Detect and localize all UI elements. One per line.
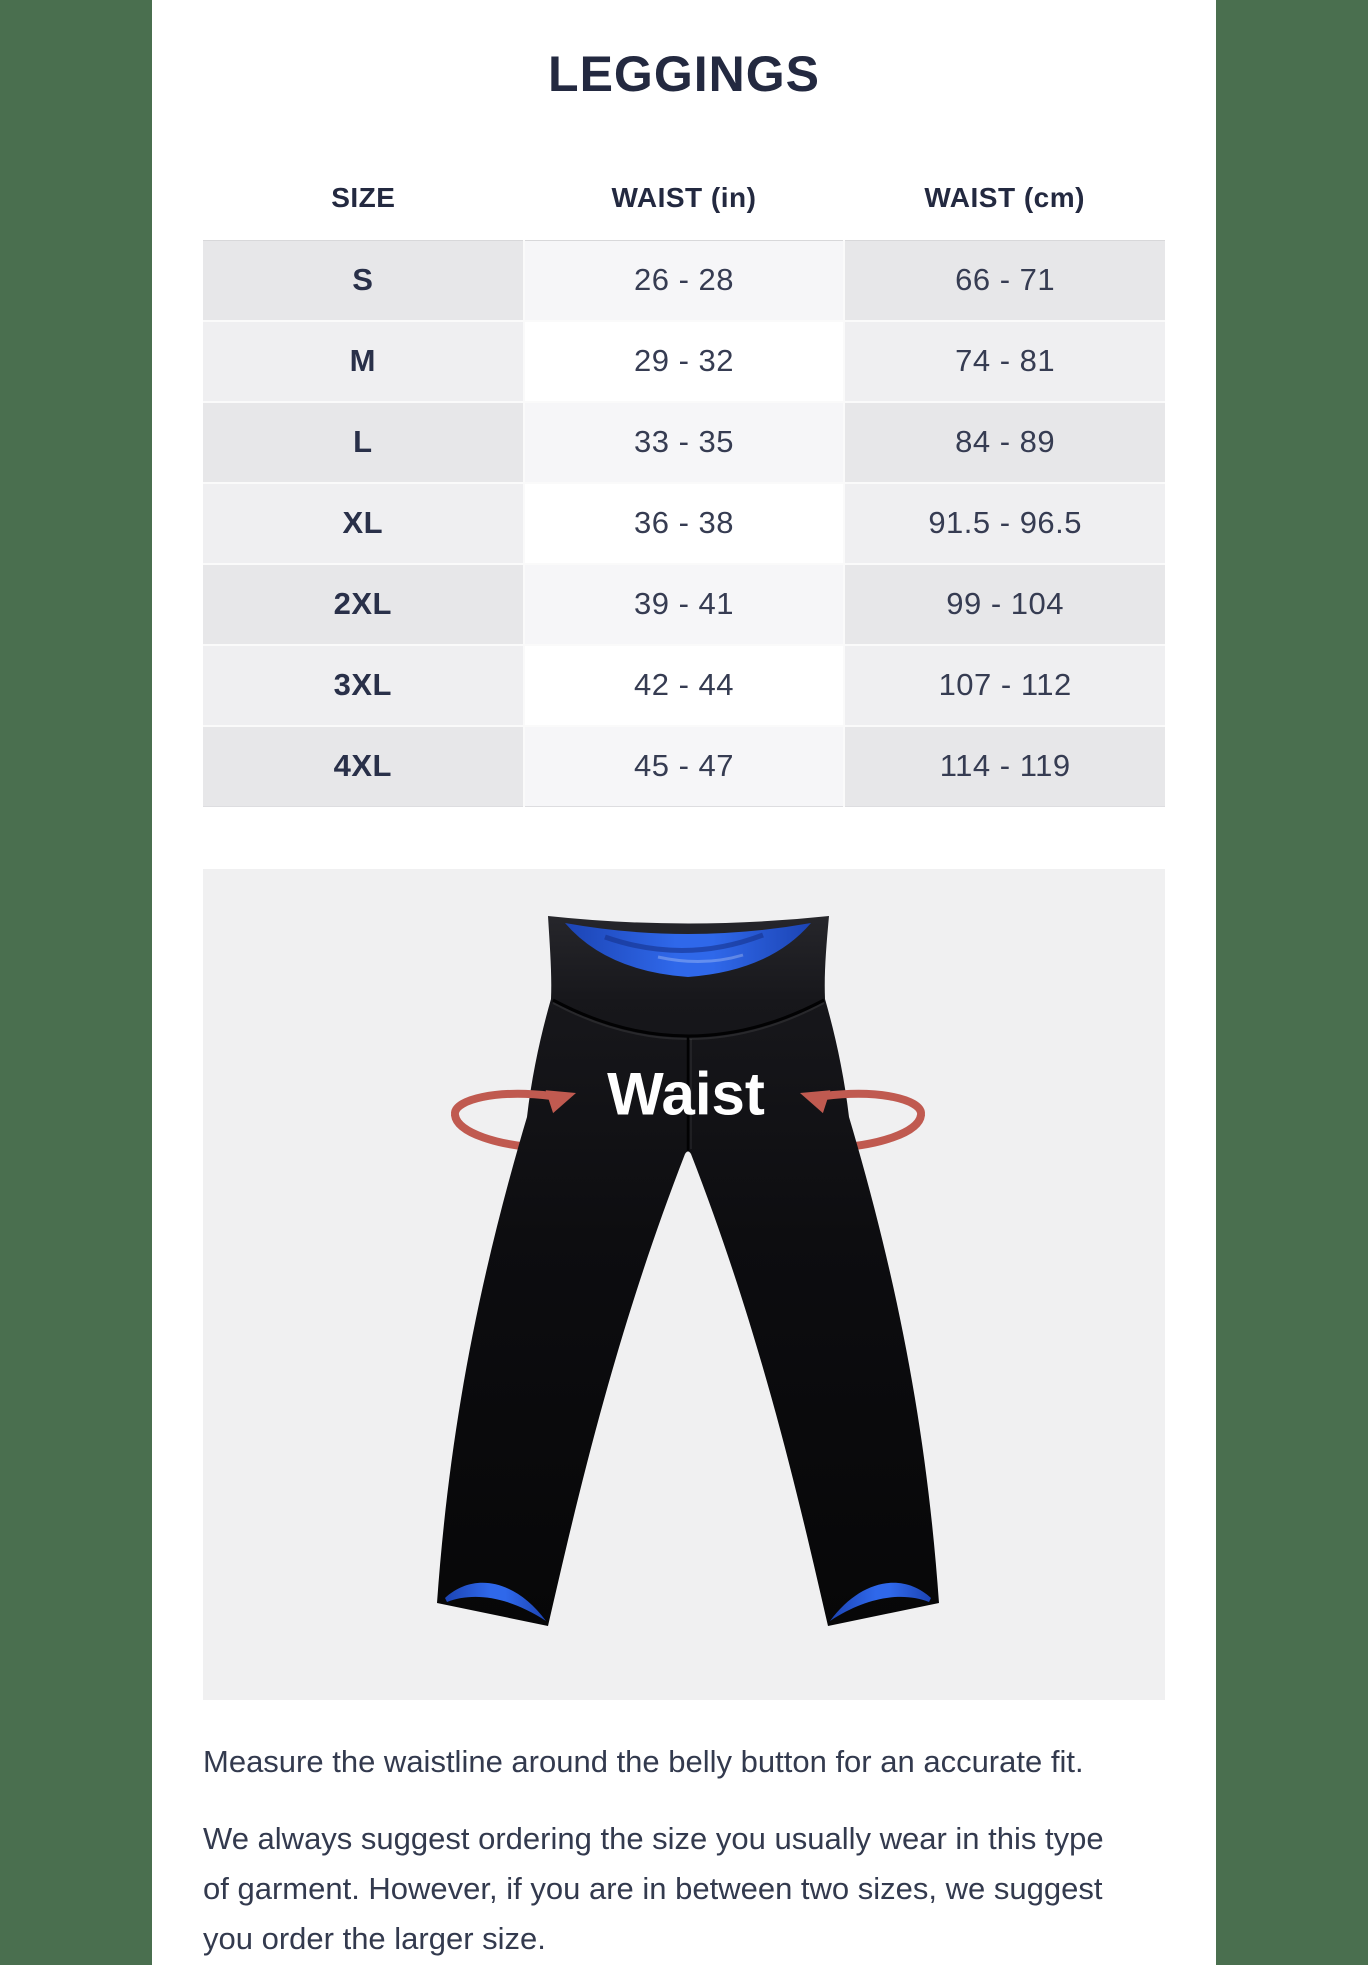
- row-size-cell: L: [203, 402, 524, 483]
- row-waist-in-cell: 29 - 32: [524, 321, 845, 402]
- row-size-cell: 3XL: [203, 645, 524, 726]
- sizing-advice-line: of garment. However, if you are in between two sizes, we suggest: [203, 1870, 1103, 1906]
- table-row: [203, 726, 1165, 807]
- column-header-waist-cm: WAIST (cm): [924, 181, 1085, 213]
- row-waist-in-cell: 45 - 47: [524, 726, 845, 807]
- size-guide-panel: [152, 0, 1216, 1965]
- sizing-advice-line: We always suggest ordering the size you usually wear in this type: [203, 1820, 1104, 1856]
- row-waist-cm-cell: 66 - 71: [844, 240, 1165, 321]
- row-size-cell: S: [203, 240, 524, 321]
- row-size-cell: 2XL: [203, 564, 524, 645]
- column-header-size: SIZE: [331, 181, 396, 213]
- waist-label: Waist: [607, 1060, 765, 1127]
- table-row: [203, 240, 1165, 321]
- page-title: LEGGINGS: [548, 46, 820, 102]
- row-size-cell: 4XL: [203, 726, 524, 807]
- size-chart-table: [203, 104, 1165, 807]
- right-green-rail: [1216, 0, 1368, 1965]
- row-waist-cm-cell: 114 - 119: [844, 726, 1165, 807]
- row-waist-in-cell: 42 - 44: [524, 645, 845, 726]
- row-waist-in-cell: 26 - 28: [524, 240, 845, 321]
- left-green-rail: [0, 0, 152, 1965]
- table-row: [203, 645, 1165, 726]
- table-row: [203, 321, 1165, 402]
- row-waist-cm-cell: 107 - 112: [844, 645, 1165, 726]
- table-row: [203, 564, 1165, 645]
- row-size-cell: M: [203, 321, 524, 402]
- leggings-figure-box: [203, 869, 1165, 1700]
- table-row: [203, 402, 1165, 483]
- leggings-body: [437, 916, 939, 1626]
- row-waist-in-cell: 36 - 38: [524, 483, 845, 564]
- measure-instruction: Measure the waistline around the belly button for an accurate fit.: [203, 1743, 1084, 1779]
- size-chart-body: [203, 240, 1165, 806]
- row-waist-cm-cell: 99 - 104: [844, 564, 1165, 645]
- leggings-illustration: [203, 869, 1165, 1700]
- column-header-waist-in: WAIST (in): [611, 181, 757, 213]
- row-waist-cm-cell: 74 - 81: [844, 321, 1165, 402]
- row-waist-in-cell: 33 - 35: [524, 402, 845, 483]
- header-row: [203, 104, 1165, 241]
- row-size-cell: XL: [203, 483, 524, 564]
- row-waist-in-cell: 39 - 41: [524, 564, 845, 645]
- row-waist-cm-cell: 91.5 - 96.5: [844, 483, 1165, 564]
- table-row: [203, 483, 1165, 564]
- sizing-advice-line: you order the larger size.: [203, 1920, 546, 1956]
- sizing-advice: [203, 1814, 1165, 1964]
- size-chart-header: [203, 104, 1165, 241]
- row-waist-cm-cell: 84 - 89: [844, 402, 1165, 483]
